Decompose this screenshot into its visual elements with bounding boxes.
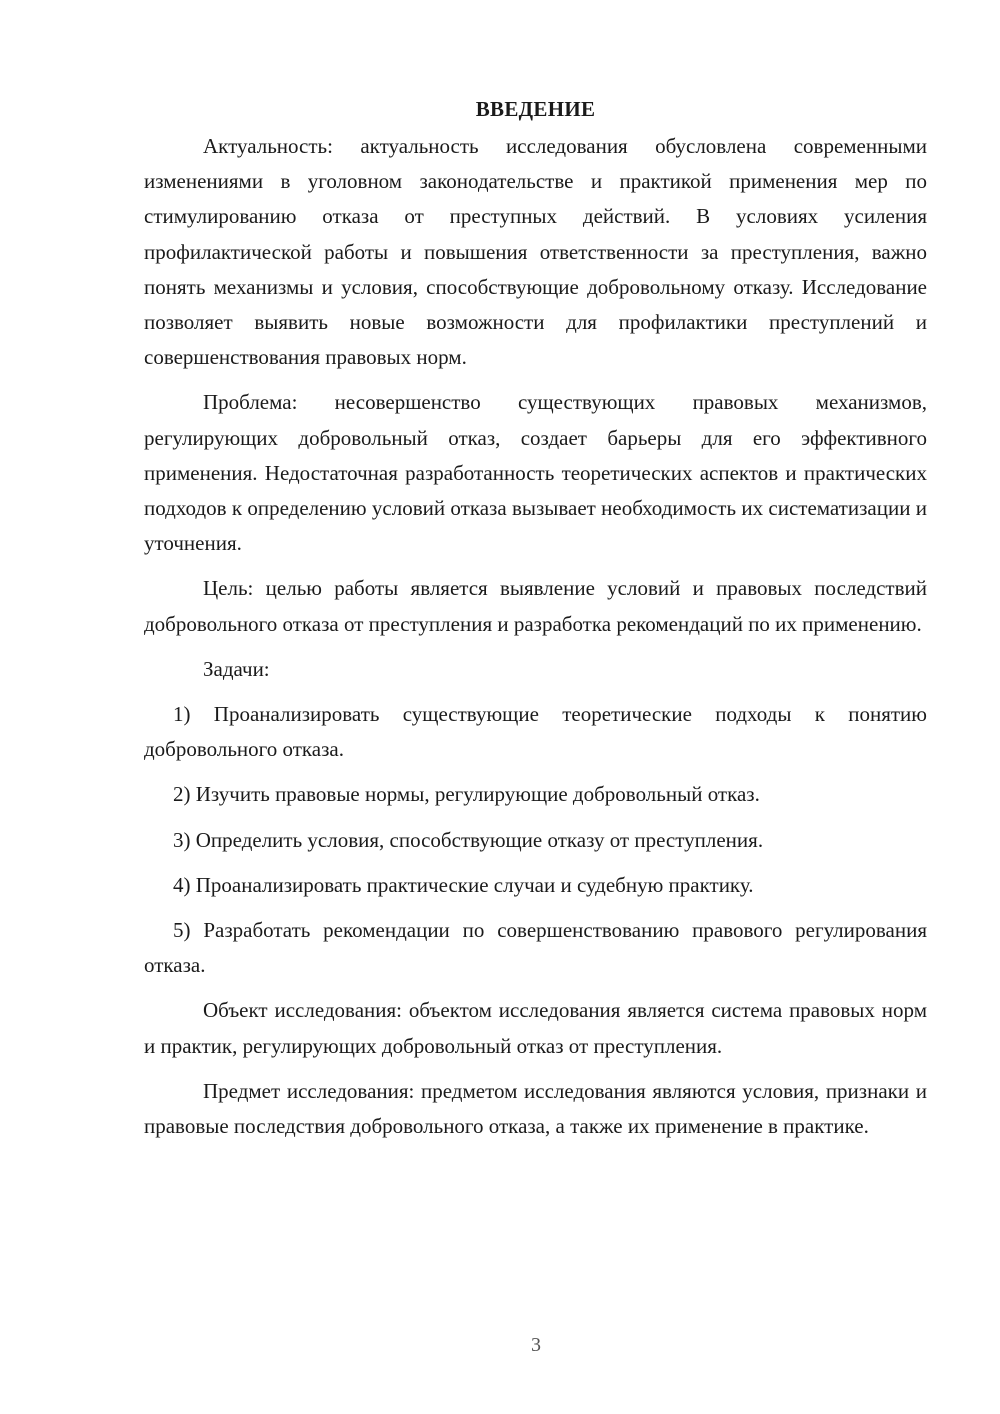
page-number: 3 bbox=[531, 1334, 541, 1356]
page-content bbox=[144, 92, 927, 1154]
page-title: ВВЕДЕНИЕ bbox=[475, 97, 596, 121]
tasks-list bbox=[144, 697, 927, 983]
paragraph-relevance: Актуальность: актуальность исследования обусловлена современными изменениями в уголовном законодательстве и практикой применения мер по стимулированию отказа от преступных действий. В условиях усиления профилактической работы и повышения ответственности за преступления, важно понять механизмы и условия, способствующие добровольному отказу. Исследование позволяет выявить новые возможности для профилактики преступлений и совершенствования правовых норм. bbox=[144, 134, 927, 370]
tasks-heading: Задачи: bbox=[203, 656, 270, 681]
list-item: 1) Проанализировать существующие теоретические подходы к понятию добровольного отказа. bbox=[144, 702, 927, 762]
paragraph-problem: Проблема: несовершенство существующих правовых механизмов, регулирующих добровольный отказ, создает барьеры для его эффективного применения. Недостаточная разработанность теоретических аспектов и практических подходов к определению условий отказа вызывает необходимость их систематизации и уточнения. bbox=[144, 390, 927, 556]
list-item: 5) Разработать рекомендации по совершенствованию правового регулирования отказа. bbox=[144, 918, 927, 978]
paragraph-subject: Предмет исследования: предметом исследования являются условия, признаки и правовые последствия добровольного отказа, а также их применение в практике. bbox=[144, 1078, 927, 1139]
list-item: 2) Изучить правовые нормы, регулирующие добровольный отказ. bbox=[173, 782, 760, 807]
list-item: 3) Определить условия, способствующие отказу от преступления. bbox=[173, 827, 764, 852]
paragraph-goal: Цель: целью работы является выявление условий и правовых последствий добровольного отказа от преступления и разработка рекомендаций по их применению. bbox=[144, 576, 927, 636]
paragraph-object: Объект исследования: объектом исследования является система правовых норм и практик, регулирующих добровольный отказ от преступления. bbox=[144, 998, 927, 1058]
list-item: 4) Проанализировать практические случаи и судебную практику. bbox=[173, 872, 754, 897]
